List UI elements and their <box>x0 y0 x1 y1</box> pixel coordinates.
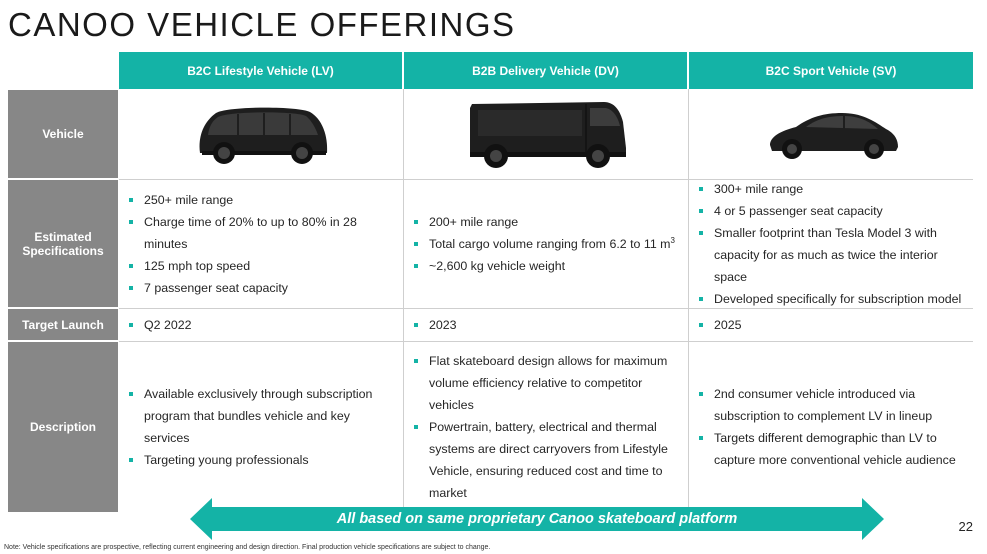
list-item: Available exclusively through subscription program that bundles vehicle and key services <box>129 383 397 449</box>
vehicle-image-lv <box>119 90 403 178</box>
vehicle-image-dv <box>404 90 688 178</box>
offerings-table <box>8 52 973 514</box>
list-item: Flat skateboard design allows for maximum volume efficiency relative to competitor vehicles <box>414 350 682 416</box>
delivery-vehicle-image <box>466 96 630 172</box>
description-lv-list <box>129 383 397 471</box>
platform-arrow-text: All based on same proprietary Canoo skateboard platform <box>336 511 738 527</box>
specs-sv <box>689 180 973 307</box>
list-item: 300+ mile range <box>699 178 967 200</box>
description-lv <box>119 342 403 512</box>
specs-lv-list <box>129 189 397 299</box>
list-item: 200+ mile range <box>414 211 675 233</box>
list-item: 4 or 5 passenger seat capacity <box>699 200 967 222</box>
launch-dv <box>404 309 688 340</box>
launch-sv <box>689 309 973 340</box>
row-label-description: Description <box>8 342 118 512</box>
column-header-lv: B2C Lifestyle Vehicle (LV) <box>119 52 402 89</box>
page-number: 22 <box>958 519 973 534</box>
list-item: Charge time of 20% to up to 80% in 28 minutes <box>129 211 397 255</box>
list-item: Targeting young professionals <box>129 449 397 471</box>
footnote: Note: Vehicle specifications are prospective, reflecting current engineering and design direction. Final production vehicle specifications are subject to change. <box>4 544 491 551</box>
row-label-specifications <box>8 180 118 307</box>
row-label-vehicle: Vehicle <box>8 90 118 178</box>
list-item: 125 mph top speed <box>129 255 397 277</box>
lifestyle-vehicle-image <box>194 101 332 167</box>
launch-dv-value: 2023 <box>414 314 457 336</box>
row-label-launch: Target Launch <box>8 309 118 340</box>
list-item: Targets different demographic than LV to capture more conventional vehicle audience <box>699 427 967 471</box>
launch-lv-value: Q2 2022 <box>129 314 192 336</box>
specs-dv <box>404 180 688 307</box>
launch-sv-value: 2025 <box>699 314 742 336</box>
description-dv-list <box>414 350 682 504</box>
list-item: Smaller footprint than Tesla Model 3 with capacity for as much as twice the interior space <box>699 222 967 288</box>
row-label-specifications-text: Estimated Specifications <box>22 229 104 258</box>
vehicle-image-sv <box>689 90 973 178</box>
list-item: ~2,600 kg vehicle weight <box>414 255 675 277</box>
sport-vehicle-image <box>766 107 900 161</box>
list-item: 2nd consumer vehicle introduced via subscription to complement LV in lineup <box>699 383 967 427</box>
list-item <box>414 233 675 255</box>
page-title: CANOO VEHICLE OFFERINGS <box>8 6 516 43</box>
specs-lv <box>119 180 403 307</box>
description-sv-list <box>699 383 967 471</box>
description-sv <box>689 342 973 512</box>
list-item: 250+ mile range <box>129 189 397 211</box>
column-header-sv: B2C Sport Vehicle (SV) <box>689 52 973 89</box>
specs-dv-list <box>414 211 675 277</box>
list-item: Powertrain, battery, electrical and thermal systems are direct carryovers from Lifestyle Vehicle, ensuring reduced cost and time to market <box>414 416 682 504</box>
cubed-superscript: 3 <box>670 235 675 245</box>
list-item: Developed specifically for subscription model <box>699 288 967 310</box>
launch-lv <box>119 309 403 340</box>
list-item: 7 passenger seat capacity <box>129 277 397 299</box>
column-header-dv: B2B Delivery Vehicle (DV) <box>404 52 687 89</box>
specs-sv-list <box>699 178 967 310</box>
cargo-volume-text: Total cargo volume ranging from 6.2 to 11 m <box>429 236 671 251</box>
description-dv <box>404 342 688 512</box>
